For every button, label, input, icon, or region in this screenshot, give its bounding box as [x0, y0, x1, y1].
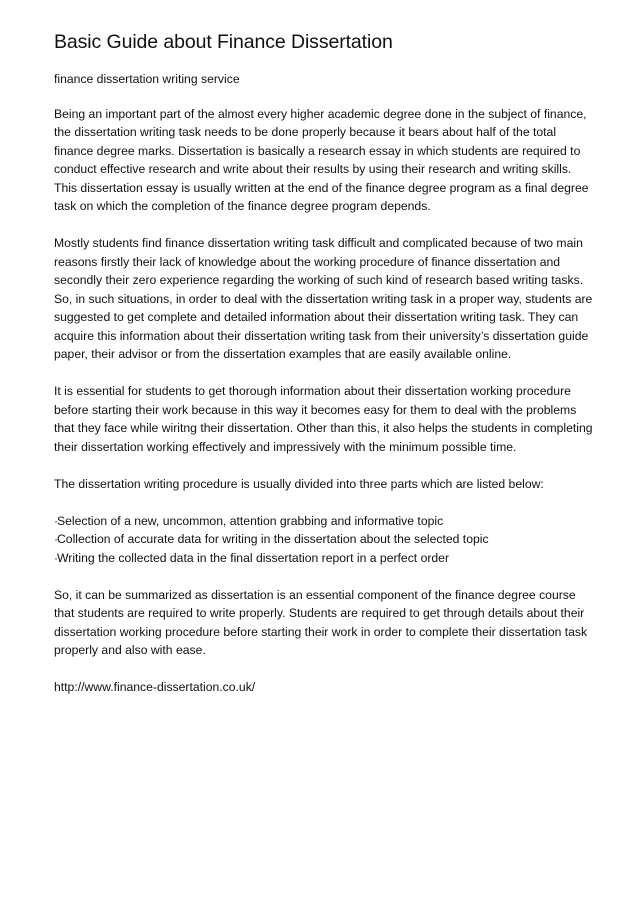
- paragraph-4: The dissertation writing procedure is usually divided into three parts which are listed below:: [54, 476, 544, 491]
- conclusion-paragraph: So, it can be summarized as dissertation is an essential component of the finance degree course that students are required to write properly. Students are required to get through details about their dissertation working procedure before starting their work in order to complete their dissertation task properly and also with ease.: [54, 587, 588, 657]
- document-page: [54, 30, 594, 697]
- website-link[interactable]: http://www.finance-dissertation.co.uk/: [54, 680, 256, 694]
- paragraph-1: Being an important part of the almost every higher academic degree done in the subject of finance, the dissertation writing task needs to be done properly because it bears about half of the total finance degree marks. Dissertation is basically a research essay in which students are required to conduct effective research and write about their results by using their research and writing skills. This dissertation essay is usually written at the end of the finance degree program as a final degree task on which the completion of the finance degree program depends.: [54, 106, 589, 213]
- list-item-text: Selection of a new, uncommon, attention grabbing and informative topic: [57, 513, 444, 528]
- list-item: [54, 512, 594, 531]
- list-item: [54, 530, 594, 549]
- paragraph-2: Mostly students find finance dissertation writing task difficult and complicated because of two main reasons firstly their lack of knowledge about the working procedure of finance dissertation and secondly their zero experience regarding the working of such kind of research based writing tasks. So, in such situations, in order to deal with the dissertation writing task in a proper way, students are suggested to get complete and detailed information about their dissertation writing task. They can acquire this information about their dissertation writing task from their university’s dissertation guide paper, their advisor or from the dissertation examples that are easily available online.: [54, 236, 593, 361]
- bullet-marker: ·: [54, 550, 59, 565]
- bullet-list: [54, 512, 594, 568]
- document-title: Basic Guide about Finance Dissertation: [54, 31, 393, 53]
- paragraph-3: It is essential for students to get thorough information about their dissertation working procedure before starting their work because in this way it becomes easy for them to deal with the problems that they face while wiritng their dissertation. Other than this, it also helps the students in completing their dissertation working effectively and impressively with the minimum possible time.: [54, 384, 593, 454]
- bullet-marker: ·: [54, 513, 59, 528]
- list-item-text: Writing the collected data in the final dissertation report in a perfect order: [57, 550, 450, 565]
- list-item-text: Collection of accurate data for writing in the dissertation about the selected topic: [57, 532, 489, 546]
- bullet-marker: ·: [54, 532, 59, 546]
- document-subtitle: finance dissertation writing service: [54, 72, 240, 86]
- list-item: [54, 549, 594, 568]
